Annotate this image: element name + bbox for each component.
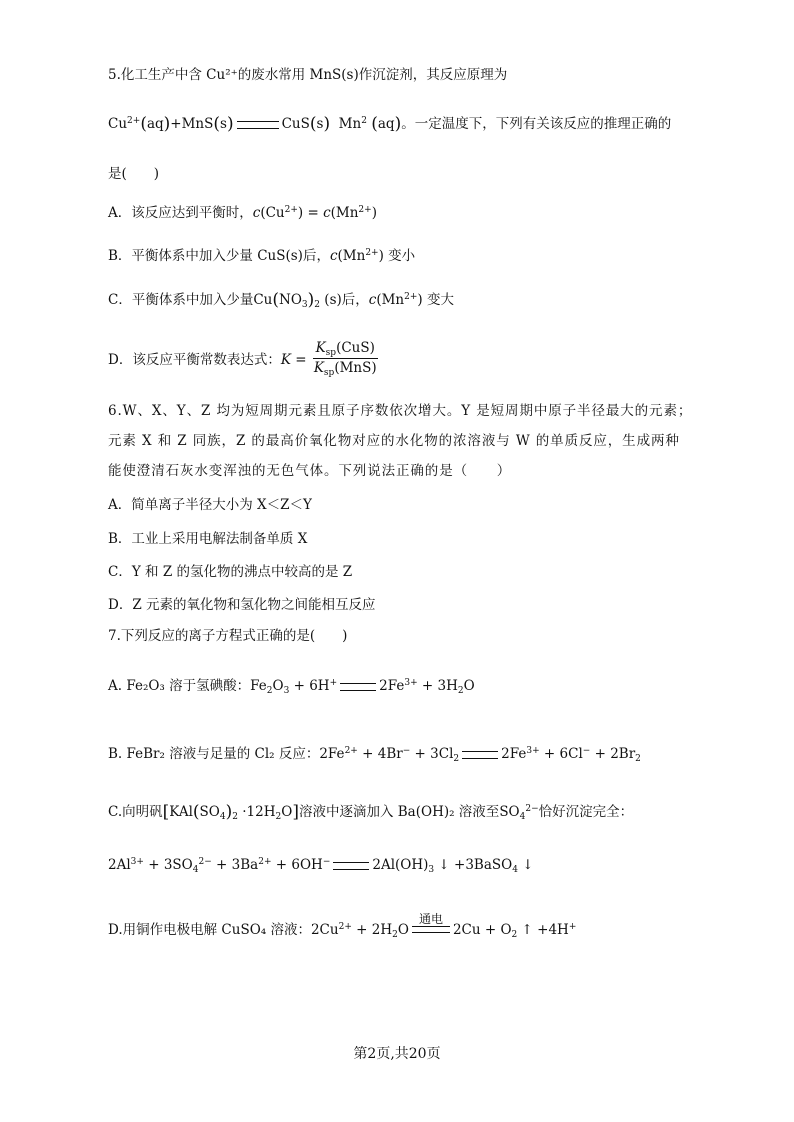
q7-option-c-formula: $2Al^{3+} + 3SO_4^{2-} + 3Ba^{2+} + 6OH^-$ $2Al(OH)_3$ ↓ +3BaSO$_4$ ↓	[108, 857, 534, 875]
q6-stem-line1: 6.W、X、Y、Z 均为短周期元素且原子序数依次增大。Y 是短周期中原子半径最大的元素；	[108, 403, 693, 419]
q7-option-c-equation	[108, 856, 534, 874]
q6-option-c: C．Y 和 Z 的氢化物的沸点中较高的是 Z	[108, 564, 353, 580]
ksp-fraction: $\frac{K_{sp}(CuS)}{K_{sp}(MnS)}$	[313, 340, 377, 378]
q5-option-c: C．平衡体系中加入少量$Cu(NO_3)_2$ (s)后，$c(Mn^{2+})$ 变大	[108, 290, 454, 310]
q5-option-c-formula2: $c(Mn^{2+})$	[368, 292, 423, 308]
page-number-label: 第2页,共20页	[353, 1046, 441, 1062]
q6-stem-line2: 元素 X 和 Z 同族，Z 的最高价氧化物对应的水化物的浓溶液与 W 的单质反应，生成两种	[108, 433, 680, 449]
q5-stem-line1: 5.化工生产中含 Cu²⁺的废水常用 MnS(s)作沉淀剂，其反应原理为	[108, 67, 508, 83]
q5-option-a-formula: $c(Cu^{2+}) = c(Mn^{2+})$	[252, 205, 377, 221]
q6-option-b: B．工业上采用电解法制备单质 X	[108, 531, 308, 547]
equals-sign	[462, 751, 498, 759]
q7-option-b-equation: $2Fe^{2+} + 4Br^- + 3Cl_2$ $2Fe^{3+} + 6Cl^- + 2Br_2$	[319, 746, 641, 764]
q5-option-d-formula: K = $\frac{K_{sp}(CuS)}{K_{sp}(MnS)}$	[281, 352, 380, 368]
q7-option-c: C.向明矾$[KAl(SO_4)_2 \cdot 12H_2O]$溶液中逐滴加入 Ba(OH)₂ 溶液至$SO_4^{2-}$恰好沉淀完全：	[108, 802, 634, 822]
q5-option-a: A．该反应达到平衡时，$c(Cu^{2+}) = c(Mn^{2+})$	[108, 205, 377, 221]
q6-option-d: D．Z 元素的氧化物和氢化物之间能相互反应	[108, 597, 376, 613]
q5-reaction-equation: $Cu^{2+}(aq)+MnS(s)$ CuS(s) Mn$^2$ (aq)。一定温度下，下列有关该反应的推理正确的	[108, 114, 672, 134]
electrolysis-condition: 通电	[412, 912, 450, 933]
equals-sign	[340, 683, 376, 691]
q5-option-d: D．该反应平衡常数表达式：K = $\frac{K_{sp}(CuS)}{K_{sp}(MnS)}$	[108, 342, 380, 379]
q5-equation-formula: $Cu^{2+}(aq)+MnS(s)$ CuS(s) Mn$^2$ (aq)	[108, 114, 402, 134]
q7-option-a: A. Fe₂O₃ 溶于氢碘酸：$Fe_2O_3 + 6H^+$ $2Fe^{3+} + 3H_2O$	[108, 678, 475, 696]
q7-option-c-sulfate: $SO_4^{2-}$	[499, 804, 539, 822]
page-footer	[0, 1043, 794, 1063]
q7-option-d: D.用铜作电极电解 CuSO₄ 溶液：$2Cu^{2+} + 2H_2O$ 通电 $2Cu + O_2$ ↑ +4H+	[108, 912, 577, 940]
q6-stem-line3: 能使澄清石灰水变浑浊的无色气体。下列说法正确的是（ ）	[108, 463, 512, 479]
q7-option-b: B. FeBr₂ 溶液与足量的 Cl₂ 反应：$2Fe^{2+} + 4Br^- + 3Cl_2$ $2Fe^{3+} + 6Cl^- + 2Br_2$	[108, 746, 641, 764]
q6-option-a: A．简单离子半径大小为 X＜Z＜Y	[108, 497, 312, 513]
q7-option-d-equation: $2Cu^{2+} + 2H_2O$ 通电 $2Cu + O_2$ ↑ +4H+	[310, 912, 577, 940]
equals-sign	[333, 862, 369, 870]
q7-option-a-equation: $Fe_2O_3 + 6H^+$ $2Fe^{3+} + 3H_2O$	[250, 678, 475, 696]
q7-stem: 7.下列反应的离子方程式正确的是( )	[108, 628, 348, 644]
equilibrium-sign	[237, 121, 279, 129]
q5-option-b-formula: $c(Mn^{2+})$	[329, 248, 384, 264]
q5-option-c-formula: $Cu(NO_3)_2$	[253, 290, 321, 310]
q5-option-b: B．平衡体系中加入少量 CuS(s)后，$c(Mn^{2+})$ 变小	[108, 248, 416, 264]
q5-stem-line3: 是( )	[108, 166, 160, 182]
q7-option-c-alum-formula: $[KAl(SO_4)_2 \cdot 12H_2O]$	[162, 802, 299, 822]
